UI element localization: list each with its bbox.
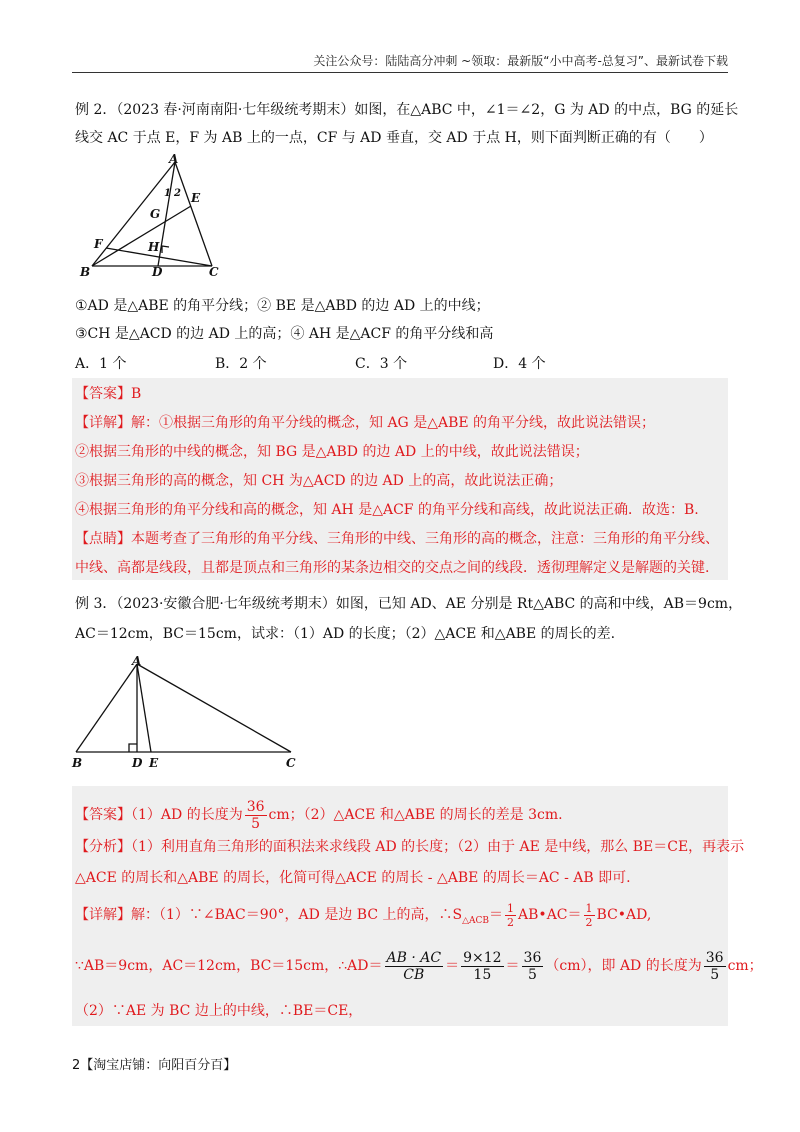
example2-answer: 【答案】B xyxy=(75,386,142,402)
frac-num: 9×12 xyxy=(463,949,502,966)
example3-detail-line3: （2）∵AE 为 BC 边上的中线，∴BE＝CE， xyxy=(75,1003,363,1019)
frac-num: 1 xyxy=(585,901,593,915)
detail-a-end: BC•AD, xyxy=(596,907,652,923)
example2-title-line1: 例 2．（2023 春·河南南阳·七年级统考期末）如图，在△ABC 中，∠1＝∠2，G 为 AD 的中点，BG 的延长 xyxy=(75,102,739,118)
fraction-ab-ac-over-cb xyxy=(385,950,444,983)
label-c: C xyxy=(286,756,296,770)
example2-comment2: 中线、高都是线段，且都是顶点和三角形的某条边相交的交点之间的线段．透彻理解定义是解题的关键. xyxy=(75,560,710,576)
frac-num: 36 xyxy=(523,949,542,966)
label-b: B xyxy=(72,756,83,770)
detail-a-equals: ＝ xyxy=(489,907,504,923)
label-d: D xyxy=(132,756,143,770)
segment-be xyxy=(92,206,191,266)
option-b: B．2 个 xyxy=(215,356,267,372)
frac-num: 36 xyxy=(246,798,265,815)
label-b: B xyxy=(80,265,91,279)
angle-label-1: 1 xyxy=(164,188,171,199)
example2-statement1: ①AD 是△ABE 的角平分线；② BE 是△ABD 的边 AD 上的中线； xyxy=(75,298,490,314)
segment-ae xyxy=(137,664,151,752)
right-angle-mark-d xyxy=(129,744,137,752)
detail-b-end: cm； xyxy=(727,958,763,974)
example2-comment1: 【点睛】本题考查了三角形的角平分线、三角形的中线、三角形的高的概念，注意：三角形的角平分线、 xyxy=(75,531,719,547)
example2-detail3: ③根据三角形的高的概念，知 CH 为△ACD 的边 AD 上的高，故此说法正确； xyxy=(75,473,563,489)
label-e: E xyxy=(191,191,201,205)
frac-den: 15 xyxy=(473,966,492,983)
frac-den: 5 xyxy=(251,815,261,832)
example2-detail4: ④根据三角形的角平分线和高的概念，知 AH 是△ACF 的角平分线和高线，故此说法正确．故选：B. xyxy=(75,502,699,518)
label-g: G xyxy=(150,207,161,221)
page-header: 关注公众号：陆陆高分冲刺 ~领取：最新版“小中高考-总复习”、最新试卷下载 xyxy=(313,54,728,68)
example2-triangle-figure xyxy=(78,150,238,280)
option-d: D．4 个 xyxy=(493,356,546,372)
answer-prefix: 【答案】（1）AD 的长度为 xyxy=(75,807,243,823)
example2-statement2: ③CH 是△ACD 的边 AD 上的高；④ AH 是△ACF 的角平分线和高 xyxy=(75,326,494,342)
example3-title-line2: AC＝12cm，BC＝15cm，试求：（1）AD 的长度；（2）△ACE 和△ABE 的周长的差. xyxy=(75,626,616,642)
fraction-36-over-5-result xyxy=(704,950,726,983)
example3-analysis1: 【分析】（1）利用直角三角形的面积法来求线段 AD 的长度；（2）由于 AE 是中线，那么 BE＝CE，再表示 xyxy=(75,839,745,855)
angle-label-2: 2 xyxy=(174,188,181,199)
example3-title-line1: 例 3．（2023·安徽合肥·七年级统考期末）如图，已知 AD、AE 分别是 Rt△ABC 的高和中线，AB＝9cm， xyxy=(75,596,743,612)
half-fraction-1 xyxy=(505,902,516,929)
label-d: D xyxy=(152,265,163,279)
fraction-36-over-5 xyxy=(522,950,544,983)
half-fraction-2 xyxy=(584,902,595,929)
segment-ac xyxy=(137,664,291,752)
detail-a-subscript: △ACB xyxy=(462,915,490,926)
label-a: A xyxy=(132,654,142,668)
frac-num: 36 xyxy=(705,949,724,966)
label-e: E xyxy=(149,756,159,770)
example3-detail-line2: ∵AB＝9cm，AC＝12cm，BC＝15cm，∴AD＝ $\frac{AB \cdot AC}{CB}$ ＝ $\frac{9\times 12}{15}$ ＝ $\frac{36}{5}$ （cm），即 AD 的长度为 $\frac{36}{5}$ cm； xyxy=(75,949,763,983)
answer-suffix: cm；（2）△ACE 和△ABE 的周长的差是 3cm. xyxy=(268,807,563,823)
frac-den: 2 xyxy=(507,915,515,929)
header-rule xyxy=(72,72,728,73)
frac-den: CB xyxy=(403,966,425,983)
fraction-9x12-over-15 xyxy=(461,950,503,983)
frac-num: 1 xyxy=(507,901,515,915)
detail-a-mid: AB•AC＝ xyxy=(518,907,582,923)
frac-den: 5 xyxy=(710,966,720,983)
example3-analysis2: △ACE 的周长和△ABE 的周长，化简可得△ACE 的周长 - △ABE 的周长＝AC - AB 即可. xyxy=(75,870,631,886)
example2-title-line2: 线交 AC 于点 E，F 为 AB 上的一点，CF 与 AD 垂直，交 AD 于点 H，则下面判断正确的有（ ） xyxy=(75,130,713,146)
frac-den: 5 xyxy=(528,966,537,983)
example3-answer xyxy=(75,798,740,832)
label-h: H xyxy=(148,240,160,254)
example3-right-triangle-figure xyxy=(66,652,306,774)
detail-b-prefix: ∵AB＝9cm，AC＝12cm，BC＝15cm，∴AD＝ xyxy=(75,958,383,974)
label-a: A xyxy=(169,152,179,166)
example2-detail2: ②根据三角形的中线的概念，知 BG 是△ABD 的边 AD 上的中线，故此说法错误； xyxy=(75,444,589,460)
segment-ad xyxy=(158,162,175,266)
detail-a-text: 【详解】解：（1）∵∠BAC＝90°，AD 是边 BC 上的高，∴S xyxy=(75,907,463,923)
option-c: C．3 个 xyxy=(355,356,408,372)
segment-ac xyxy=(175,162,212,266)
example3-detail-line1 xyxy=(75,898,740,938)
option-a: A．1 个 xyxy=(75,356,127,372)
example2-detail1: 【详解】解：①根据三角形的角平分线的概念，知 AG 是△ABE 的角平分线，故此说法错误； xyxy=(75,415,656,431)
label-c: C xyxy=(209,265,219,279)
detail-b-mid: （cm），即 AD 的长度为 xyxy=(545,958,702,974)
answer-fraction xyxy=(245,799,267,832)
right-angle-mark-h xyxy=(162,246,169,253)
segment-ab xyxy=(76,664,137,752)
label-f: F xyxy=(94,237,103,251)
page-footer: 2【淘宝店铺：向阳百分百】 xyxy=(72,1058,237,1073)
frac-den: 2 xyxy=(585,915,593,929)
frac-num: AB · AC xyxy=(386,949,442,966)
